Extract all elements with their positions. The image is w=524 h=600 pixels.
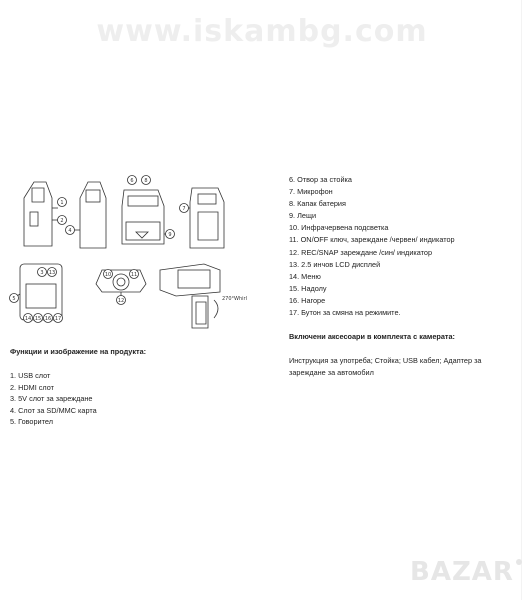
callout-1: 1 bbox=[60, 200, 64, 206]
callout-15: 15 bbox=[34, 316, 42, 322]
features-heading: Функции и изображение на продукта: bbox=[10, 347, 147, 356]
list-item: 17. Бутон за смяна на режимите. bbox=[289, 308, 401, 318]
list-item: 11. ON/OFF ключ, зареждане /червен/ индикатор bbox=[289, 235, 455, 245]
list-item: 12. REC/SNAP зареждане /син/ индикатор bbox=[289, 247, 433, 257]
list-item: 13. 2.5 инчов LCD дисплей bbox=[289, 259, 381, 269]
callout-11: 11 bbox=[130, 272, 138, 278]
callout-3: 3 bbox=[40, 270, 44, 276]
features-list bbox=[10, 370, 270, 428]
rotation-label: 270°Whirl bbox=[222, 296, 247, 302]
features-list-continued bbox=[289, 174, 514, 319]
callout-7: 7 bbox=[182, 206, 186, 212]
list-item: 6. Отвор за стойка bbox=[289, 175, 352, 184]
callout-17: 17 bbox=[54, 316, 62, 322]
accessories-text: Инструкция за употреба; Стойка; USB кабел; Адаптер за зареждане за автомобил bbox=[289, 356, 482, 377]
list-item: 7. Микрофон bbox=[289, 187, 333, 197]
list-item: 3. 5V слот за зареждане bbox=[10, 394, 93, 404]
callout-13: 13 bbox=[48, 270, 56, 276]
callout-8: 8 bbox=[144, 178, 148, 184]
callout-12: 12 bbox=[117, 298, 125, 304]
features-continued-section bbox=[289, 174, 514, 378]
list-item: 14. Меню bbox=[289, 271, 321, 281]
callout-14: 14 bbox=[24, 316, 32, 322]
callout-16: 16 bbox=[44, 316, 52, 322]
page-edge-line bbox=[521, 0, 522, 600]
list-item: 16. Нагоре bbox=[289, 295, 326, 305]
camera-diagram-svg bbox=[8, 168, 270, 336]
product-diagram bbox=[8, 168, 270, 336]
watermark-url: www.iskambg.com bbox=[96, 14, 428, 49]
list-item: 1. USB слот bbox=[10, 371, 51, 380]
list-item: 15. Надолу bbox=[289, 283, 327, 293]
list-item: 2. HDMI слот bbox=[10, 382, 55, 392]
callout-4: 4 bbox=[68, 228, 72, 234]
list-item: 9. Лещи bbox=[289, 211, 317, 221]
callout-6: 6 bbox=[130, 178, 134, 184]
callout-9: 9 bbox=[168, 232, 172, 238]
callout-10: 10 bbox=[104, 272, 112, 278]
bazar-logo: BAZAR bbox=[410, 557, 514, 587]
list-item: 8. Капак батерия bbox=[289, 199, 346, 209]
callout-5: 5 bbox=[12, 296, 16, 302]
accessories-heading: Включени аксесоари в комплекта с камерата: bbox=[289, 332, 455, 342]
list-item: 5. Говорител bbox=[10, 417, 53, 427]
product-features-section bbox=[10, 347, 270, 428]
list-item: 10. Инфрачервена подсветка bbox=[289, 223, 389, 233]
list-item: 4. Слот за SD/MMC карта bbox=[10, 405, 97, 415]
callout-2: 2 bbox=[60, 218, 64, 224]
